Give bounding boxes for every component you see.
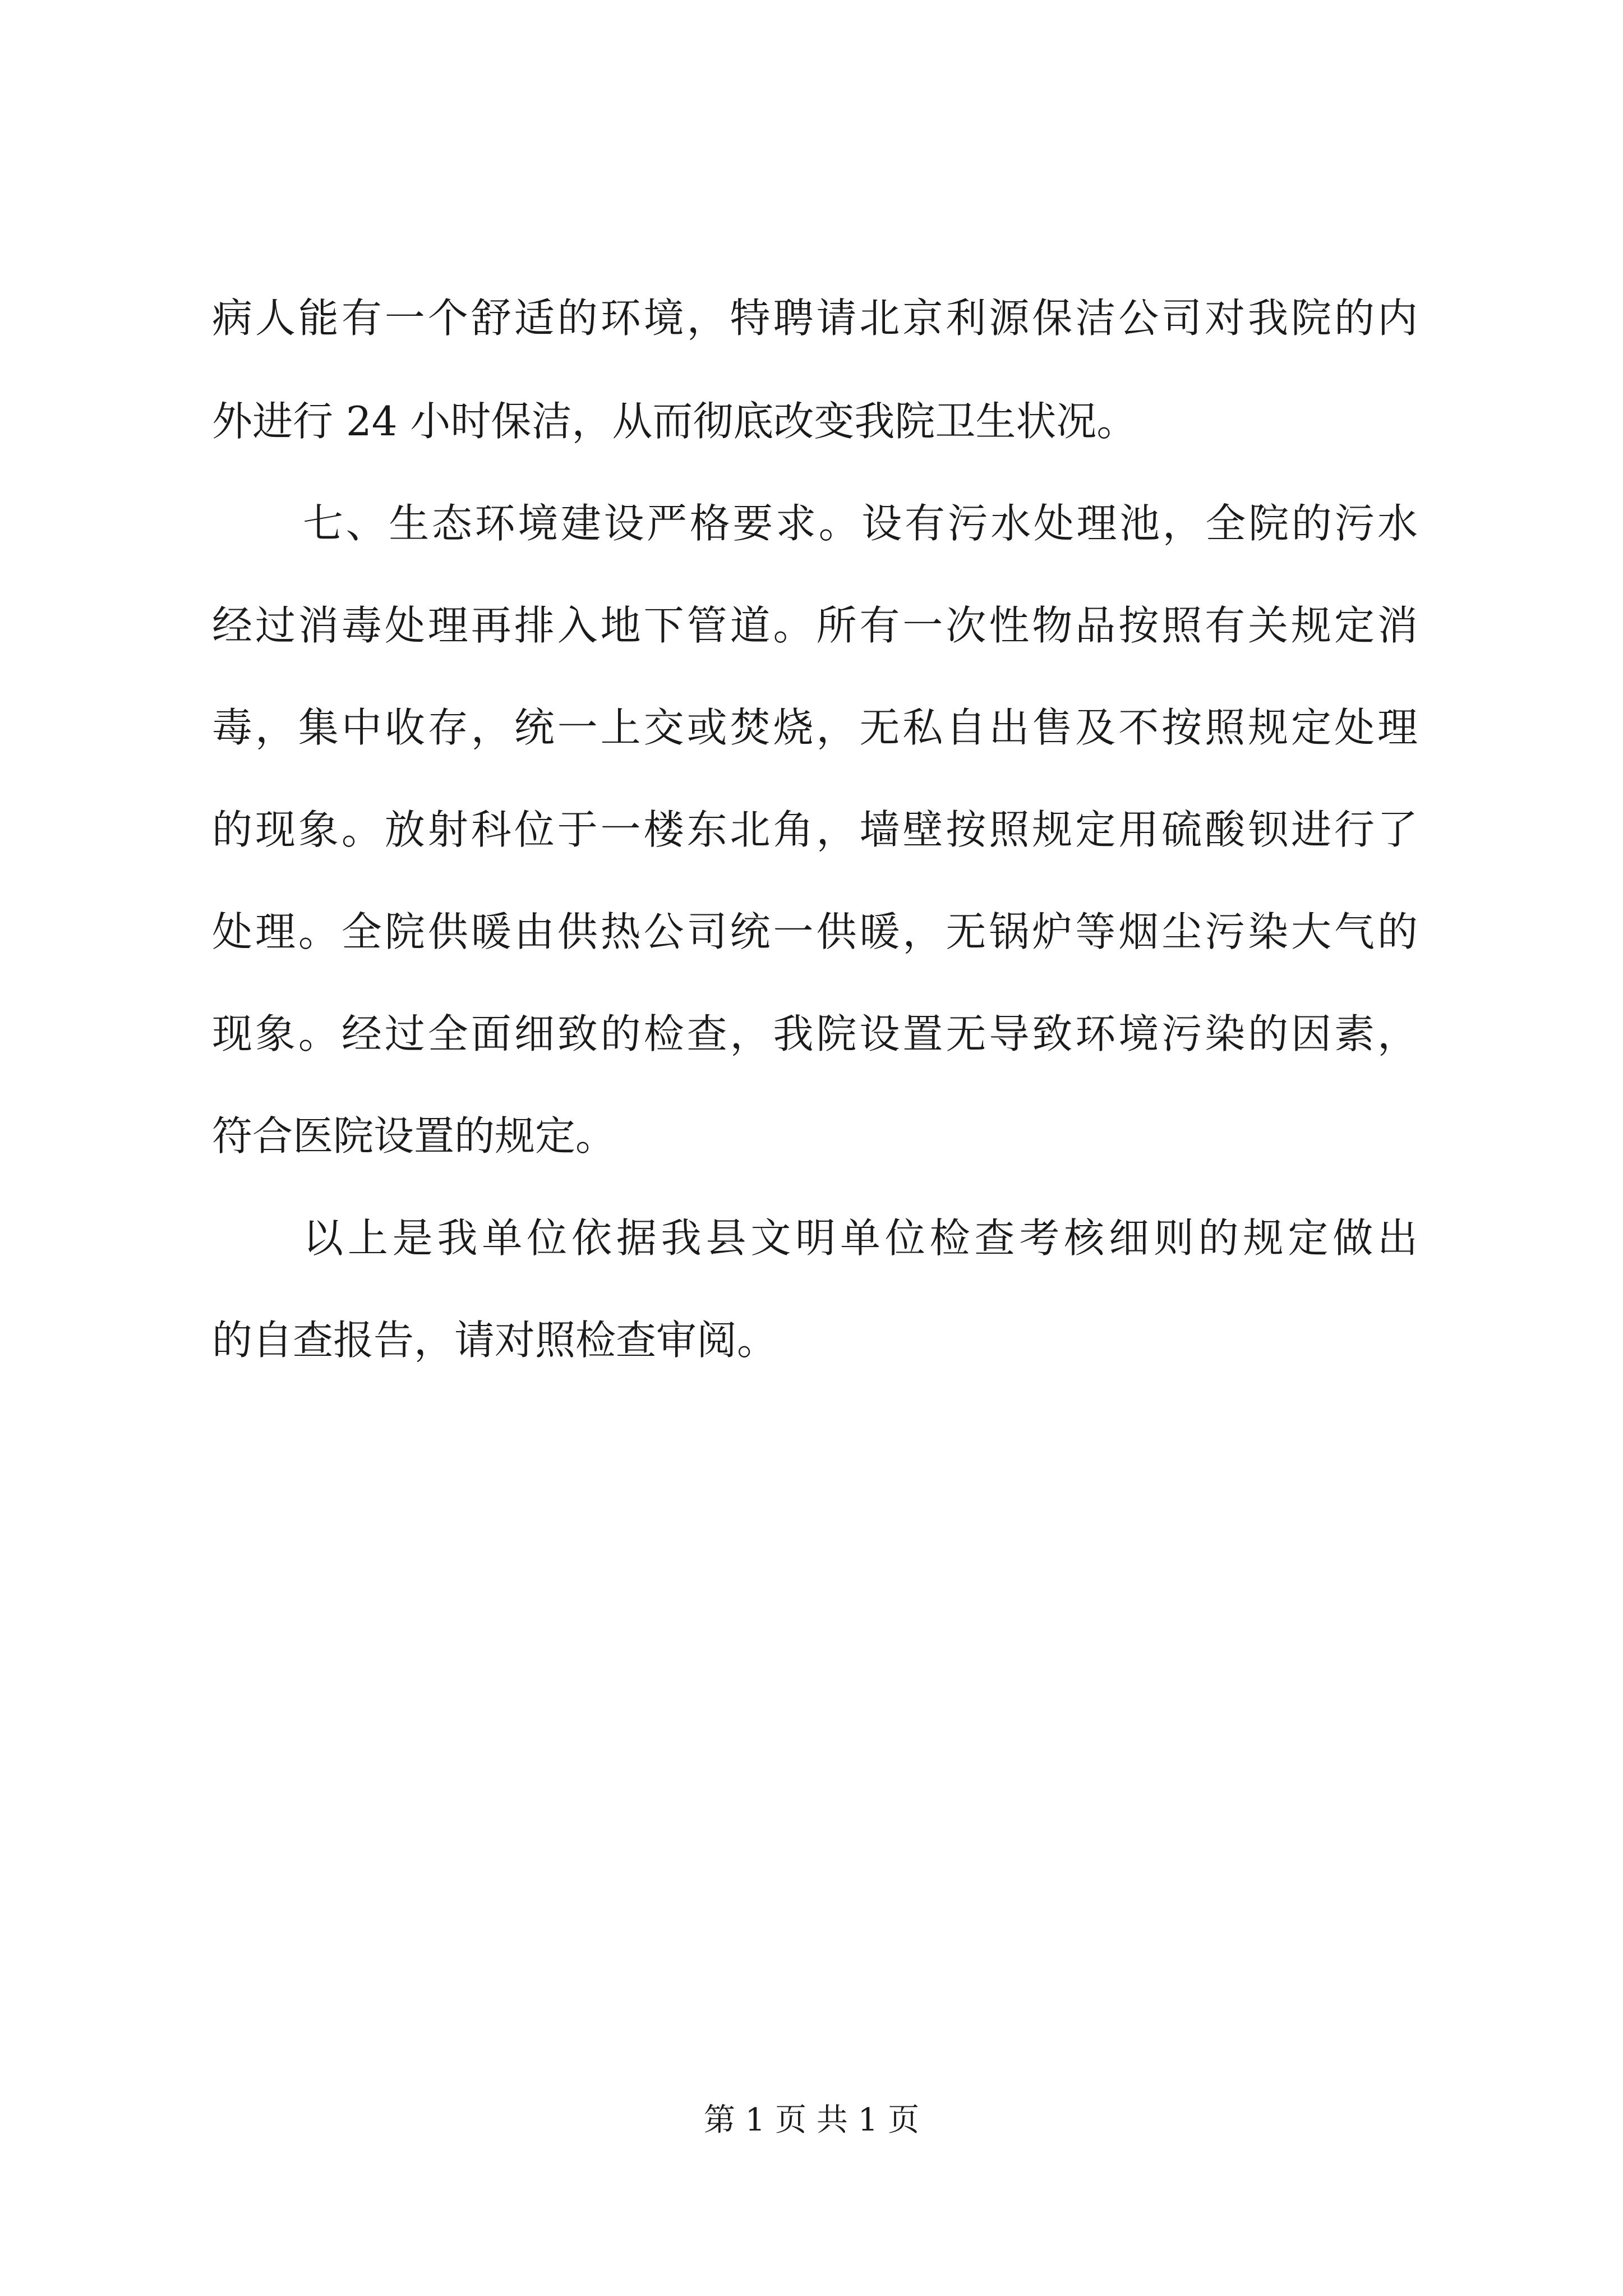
paragraph-line: 现象。经过全面细致的检查，我院设置无导致环境污染的因素， (212, 1010, 1418, 1057)
paragraph-line: 外进行 24 小时保洁，从而彻底改变我院卫生状况。 (212, 398, 1137, 445)
paragraph-line: 的自查报告，请对照检查审阅。 (212, 1317, 778, 1364)
paragraph-line: 七、生态环境建设严格要求。设有污水处理池，全院的污水 (303, 500, 1418, 547)
paragraph-line: 经过消毒处理再排入地下管道。所有一次性物品按照有关规定消 (212, 602, 1418, 649)
paragraph-line: 病人能有一个舒适的环境，特聘请北京利源保洁公司对我院的内 (212, 295, 1418, 342)
paragraph-line: 的现象。放射科位于一楼东北角，墙壁按照规定用硫酸钡进行了 (212, 806, 1418, 853)
paragraph-line: 以上是我单位依据我县文明单位检查考核细则的规定做出 (303, 1214, 1418, 1262)
paragraph-line: 处理。全院供暖由供热公司统一供暖，无锅炉等烟尘污染大气的 (212, 908, 1418, 955)
paragraph-line: 毒，集中收存，统一上交或焚烧，无私自出售及不按照规定处理 (212, 704, 1418, 751)
page-number-footer: 第 1 页 共 1 页 (703, 2102, 920, 2138)
paragraph-line: 符合医院设置的规定。 (212, 1112, 616, 1159)
